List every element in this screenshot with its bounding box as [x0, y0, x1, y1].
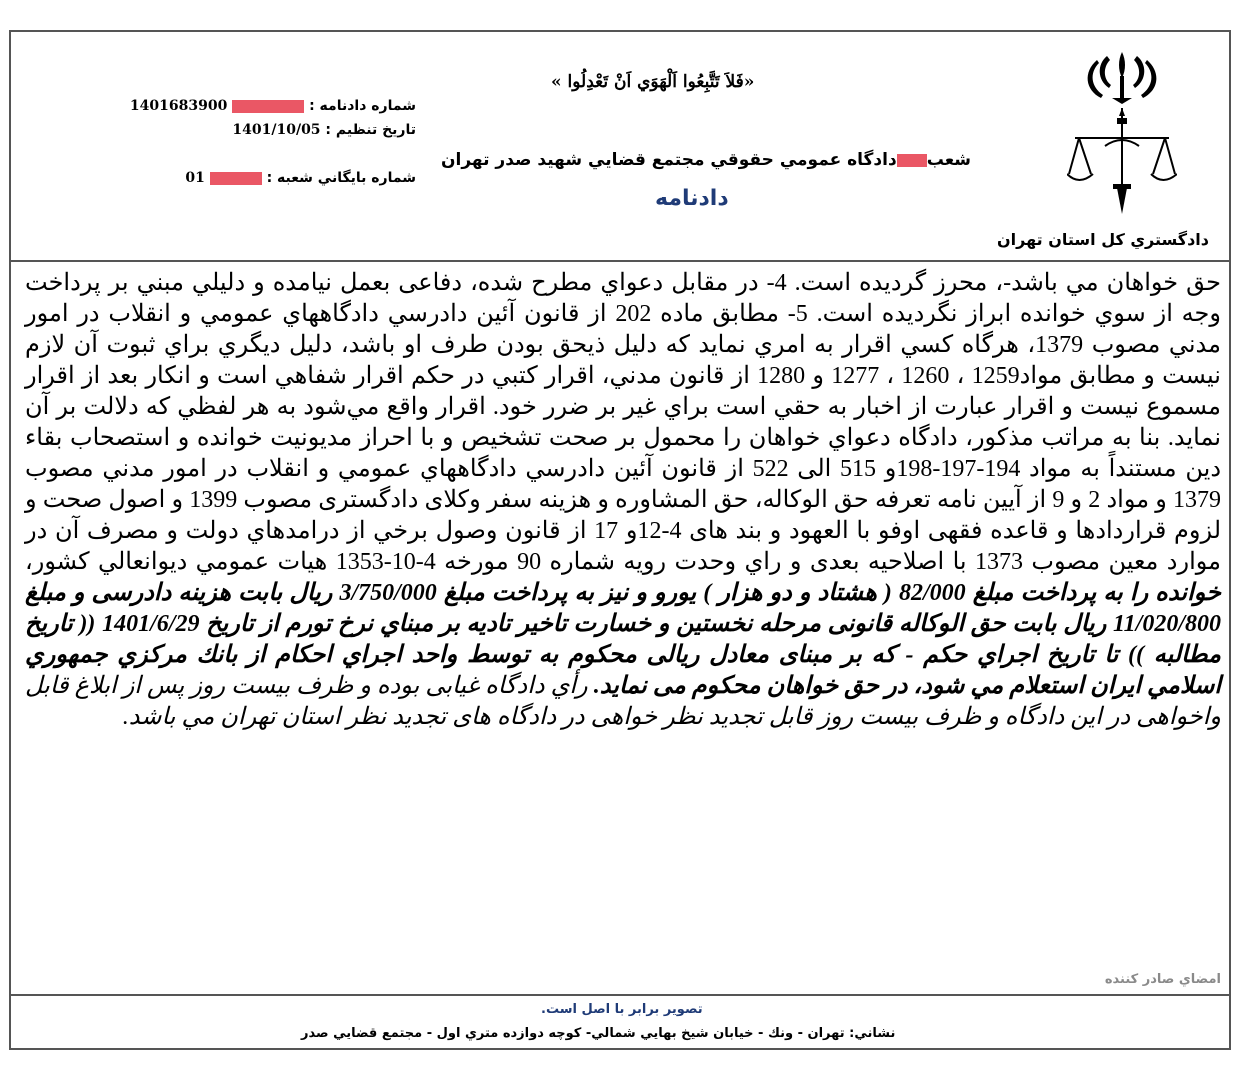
date-value: 1401/10/05 [232, 122, 321, 138]
document-title: دادنامه [655, 186, 729, 211]
verdict-number-value: 1401683900 [129, 98, 228, 114]
archive-number-label: شماره بايگاني شعبه : [266, 170, 416, 186]
archive-number-row [111, 170, 416, 194]
document-frame [9, 30, 1231, 1050]
verdict-body [25, 268, 1221, 733]
redaction-mark [232, 100, 304, 113]
archive-number-value: 01 [185, 170, 205, 186]
verdict-text-part1: حق خواهان مي باشد-، محرز گرديده است. 4- در مقابل دعواي مطرح شده، دفاعی بعمل نيامده و دليلي مبني بر پرداخت وجه از سوي خوانده ابراز نگرديده است. 5- مطابق ماده 202 از قانون آئين دادرسي دادگاههاي عمومي و انقلاب در امور مدني مصوب 1379، هرگاه كسي اقرار به امري نمايد كه دليل ذيحق بودن طرف او باشد، دليل ديگري براي ثبوت آن لازم نيست و مطابق مواد1259 ، 1260 ، 1277 و 1280 از قانون مدني، اقرار كتبي در حكم اقرار شفاهي است و انكار بعد از اقرار مسموع نيست و اقرار عبارت از اخبار به حقي است براي غير بر ضرر خود. اقرار واقع مي‌شود به هر لفظي كه دلالت بر آن نمايد. بنا به مراتب مذكور، دادگاه دعواي خواهان را محمول بر صحت تشخيص و با احراز مديونيت خوانده و استصحاب بقاء دين مستنداً به مواد 194-197-198و 515 الی 522 از قانون آئين دادرسي دادگاههاي عمومي و انقلاب در امور مدني مصوب 1379 و مواد 2 و 9 از آيين نامه تعرفه حق الوكاله، حق المشاوره و هزينه سفر وكلای دادگستری مصوب 1399 و اصول صحت و لزوم قراردادها و قاعده فقهی اوفو با العهود و بند های 4-12و 17 از قانون وصول برخي از درامدهاي دولت و مصرف آن در موارد معين مصوب 1373 با اصلاحيه بعدی و راي وحدت رويه شماره 90 مورخه 4-10-1353 هيات عمومي ديوانعالي كشور، [25, 270, 1222, 575]
document-metadata [111, 98, 416, 194]
branch-prefix: شعب [926, 150, 972, 170]
signature-label: امضاي صادر كننده [1104, 972, 1221, 987]
court-address: نشاني: تهران - ونك - خيابان شيخ بهايي شمالي- كوچه دوازده متري اول - مجتمع قضايي صدر [301, 1026, 896, 1041]
branch-text: دادگاه عمومي حقوقي مجتمع قضايي شهيد صدر تهران [441, 150, 897, 170]
date-row [111, 122, 416, 146]
redaction-mark [897, 154, 927, 167]
document-header [11, 32, 1229, 262]
verdict-number-label: شماره دادنامه : [309, 98, 416, 114]
verdict-ruling-text: خوانده را به پرداخت مبلغ 82/000 ( هشتاد و دو هزار ) يورو و نيز به پرداخت مبلغ 3/750/000 ريال بابت هزينه دادرسی و مبلغ 11/020/800 ريال بابت حق الوكاله قانونی مرحله نخستين و خسارت تاخير تاديه بر مبناي نرخ تورم از تاريخ 1401/6/29 (( تاريخ مطالبه )) تا تاريخ اجراي حكم - كه بر مبنای معادل ريالی محكوم به توسط واحد اجراي احكام از بانك مركزي جمهوري اسلامي ايران استعلام مي شود، در حق خواهان محكوم می نمايد. [25, 580, 1222, 699]
verdict-paragraph [25, 268, 1221, 733]
redaction-mark [210, 172, 262, 185]
quran-verse: «فَلاَ تَتَّبِعُوا اَلْهَوَي اَنْ تَعْدِلُوا » [551, 72, 755, 92]
copy-certification-note: تصوير برابر با اصل است. [541, 1002, 703, 1017]
iran-judiciary-emblem-icon [1067, 46, 1177, 216]
date-label: تاريخ تنظيم : [325, 122, 416, 138]
verdict-number-row [111, 98, 416, 122]
document-footer [11, 994, 1229, 1048]
court-branch-title [441, 150, 971, 170]
organization-name: دادگستري كل استان تهران [996, 230, 1209, 249]
verdict-appeal-text: رأي دادگاه غيابی بوده و ظرف بيست روز پس از ابلاغ قابل واخواهی در اين دادگاه و ظرف بيست روز قابل تجديد نظر خواهی در دادگاه های تجديد نظر استان تهران مي باشد. [25, 673, 1221, 730]
